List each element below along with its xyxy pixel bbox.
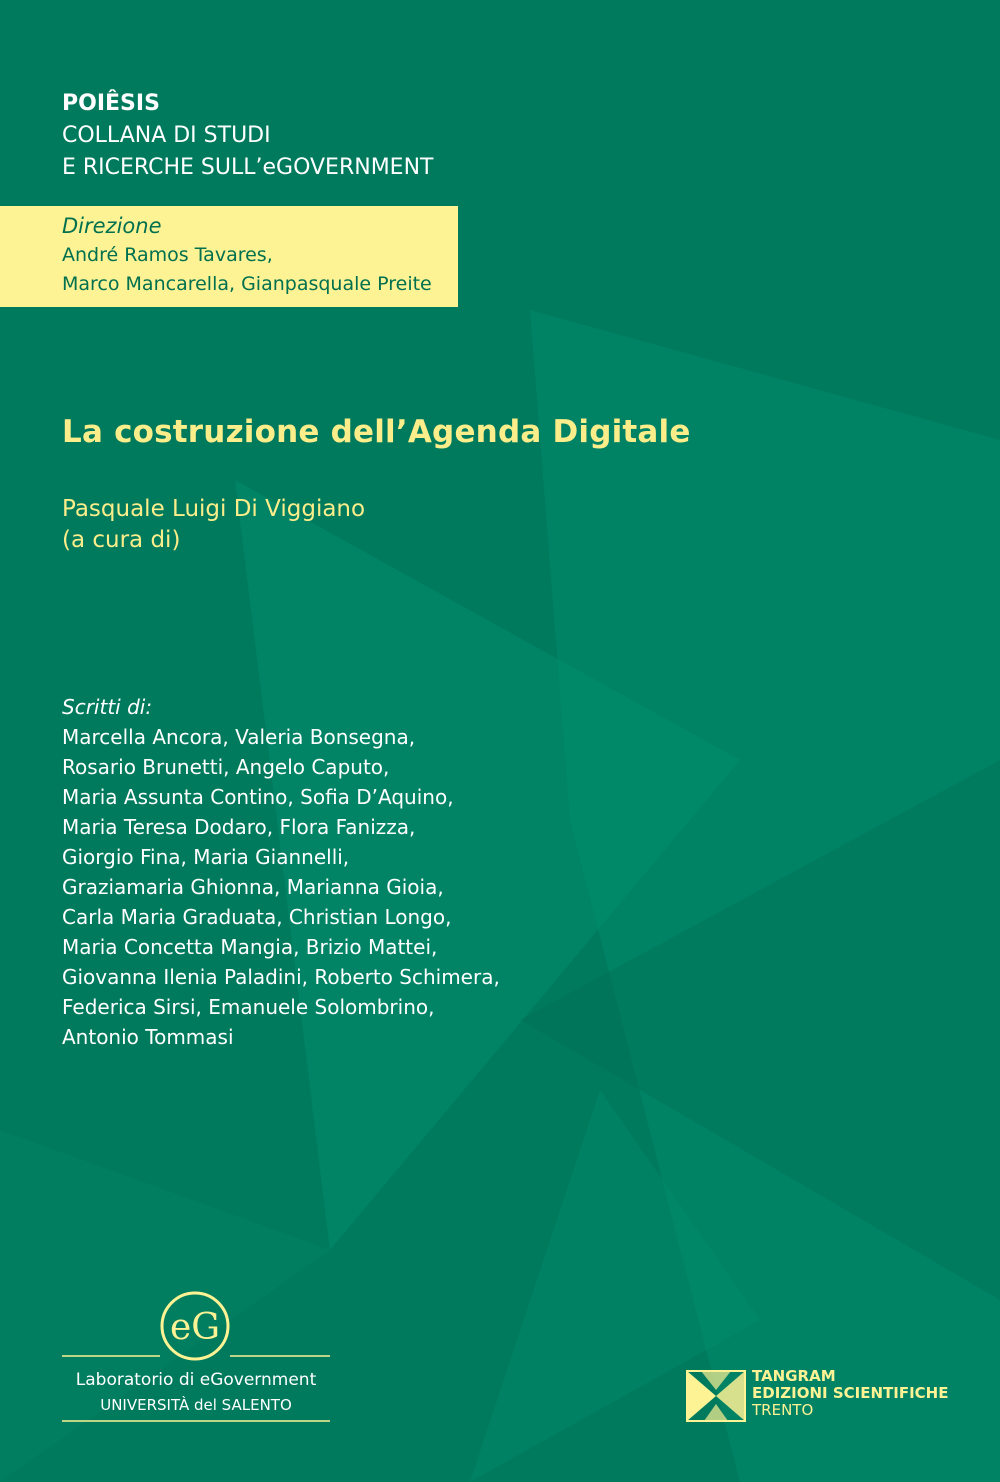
author-line: Marcella Ancora, Valeria Bonsegna, bbox=[62, 725, 416, 749]
direction-line-1: André Ramos Tavares, bbox=[62, 244, 273, 266]
author-line: Federica Sirsi, Emanuele Solombrino, bbox=[62, 995, 435, 1019]
publisher-line-1: TANGRAM bbox=[752, 1367, 836, 1385]
direction-line-2: Marco Mancarella, Gianpasquale Preite bbox=[62, 273, 432, 295]
author-line: Maria Assunta Contino, Sofia D’Aquino, bbox=[62, 785, 454, 809]
editor-name: Pasquale Luigi Di Viggiano bbox=[62, 496, 366, 522]
author-line: Maria Concetta Mangia, Brizio Mattei, bbox=[62, 935, 438, 959]
direction-title: Direzione bbox=[62, 214, 162, 238]
author-line: Giorgio Fina, Maria Giannelli, bbox=[62, 845, 350, 869]
publisher-line-2: EDIZIONI SCIENTIFICHE bbox=[752, 1384, 949, 1402]
series-block bbox=[62, 88, 433, 184]
university-name: UNIVERSITÀ del SALENTO bbox=[100, 1396, 292, 1414]
book-title: La costruzione dell’Agenda Digitale bbox=[62, 414, 691, 450]
author-line: Graziamaria Ghionna, Marianna Gioia, bbox=[62, 875, 444, 899]
authors-title: Scritti di: bbox=[62, 695, 153, 719]
series-line-2: E RICERCHE SULL’eGOVERNMENT bbox=[62, 155, 434, 180]
editor-block bbox=[62, 494, 365, 556]
egov-monogram: eG bbox=[169, 1307, 221, 1348]
series-line-1: COLLANA DI STUDI bbox=[62, 123, 271, 148]
series-name: POIÊSIS bbox=[62, 91, 160, 116]
authors-block bbox=[62, 692, 500, 1052]
author-line: Carla Maria Graduata, Christian Longo, bbox=[62, 905, 452, 929]
direction-box bbox=[0, 206, 458, 307]
author-line: Maria Teresa Dodaro, Flora Fanizza, bbox=[62, 815, 416, 839]
publisher-block bbox=[752, 1368, 949, 1419]
author-line: Giovanna Ilenia Paladini, Roberto Schimera, bbox=[62, 965, 500, 989]
publisher-line-3: TRENTO bbox=[752, 1401, 814, 1419]
lab-name: Laboratorio di eGovernment bbox=[75, 1370, 317, 1390]
author-line: Rosario Brunetti, Angelo Caputo, bbox=[62, 755, 390, 779]
author-line: Antonio Tommasi bbox=[62, 1025, 234, 1049]
tangram-logo-icon bbox=[686, 1370, 746, 1422]
editor-role: (a cura di) bbox=[62, 527, 181, 553]
